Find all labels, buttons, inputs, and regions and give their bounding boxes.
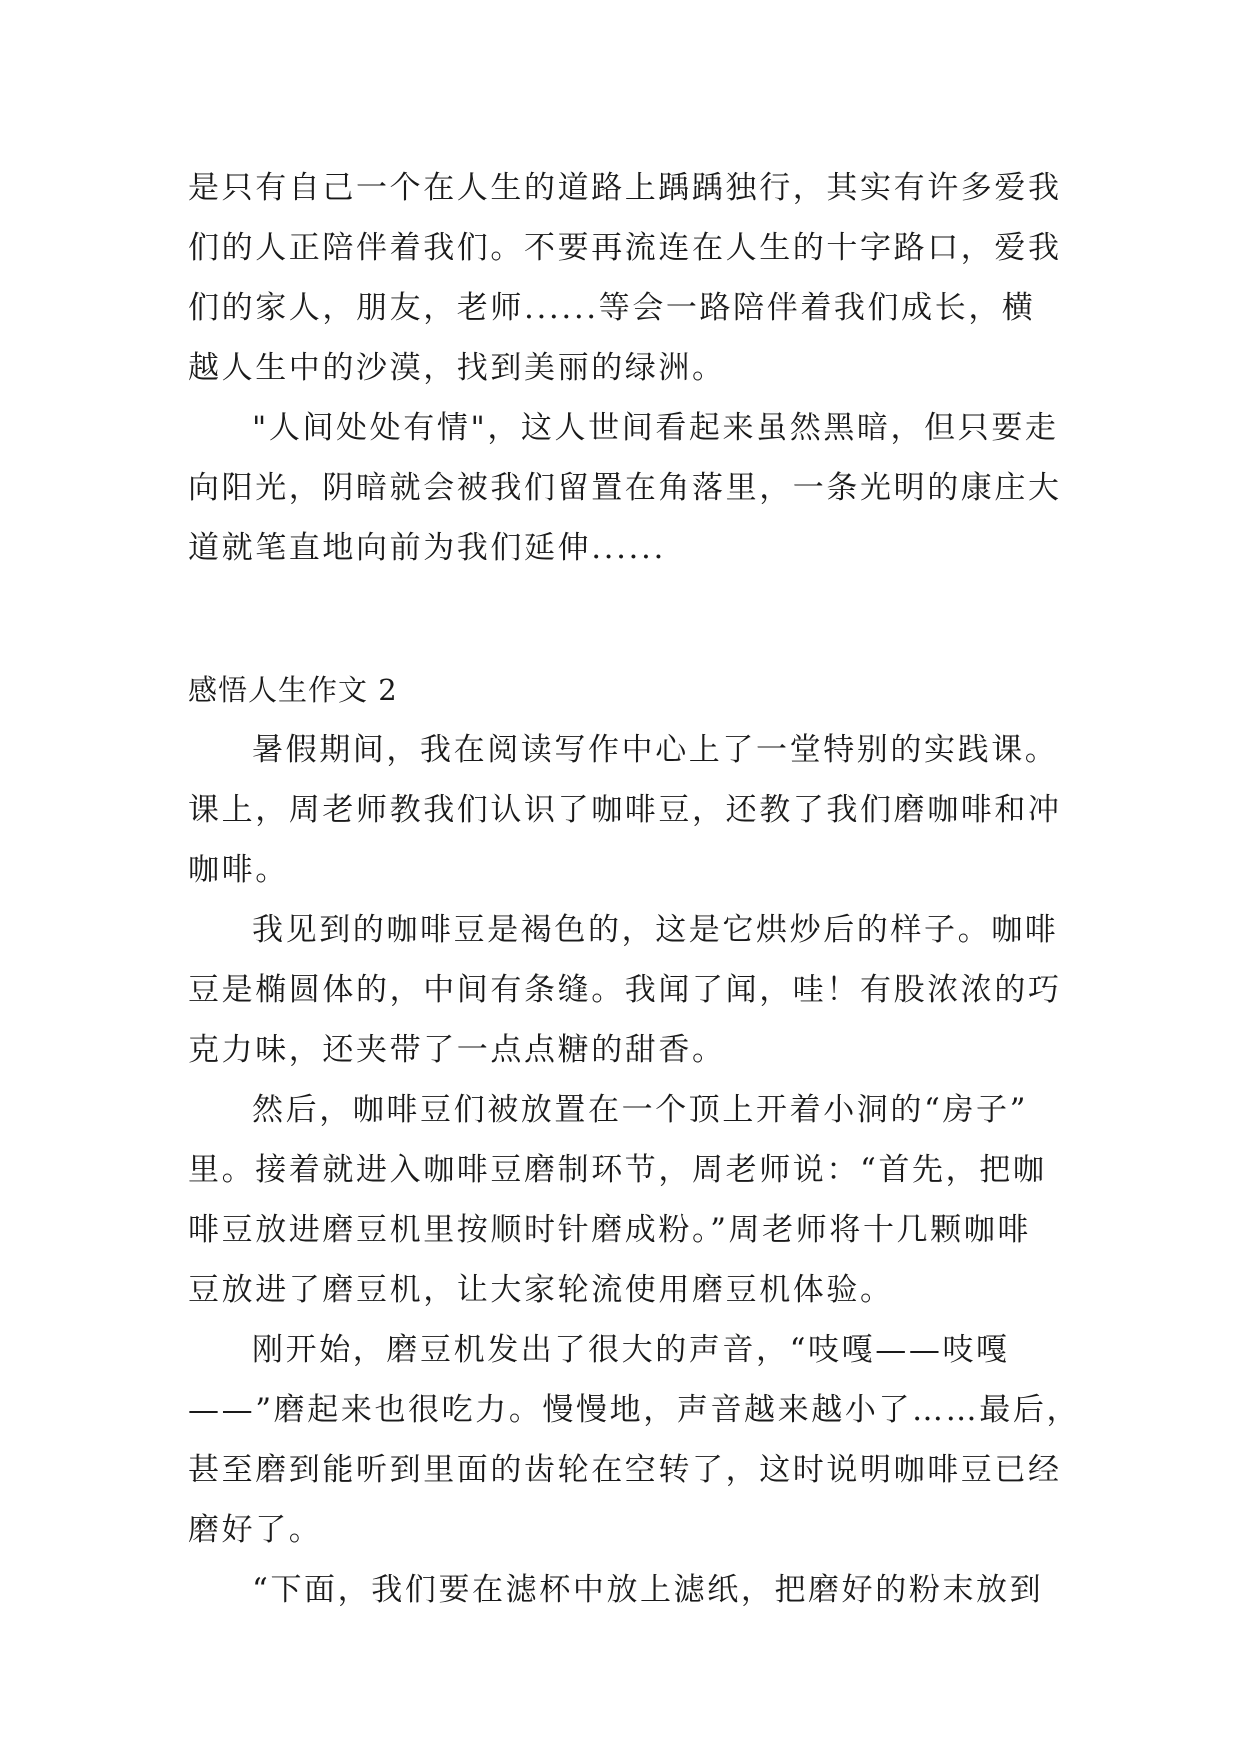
essay-paragraph: [188, 900, 1068, 1080]
essay-paragraph: [188, 1080, 1068, 1320]
text-line: 甚至磨到能听到里面的齿轮在空转了，这时说明咖啡豆已经: [188, 1452, 1062, 1488]
text-line: 豆是椭圆体的，中间有条缝。我闻了闻，哇！有股浓浓的巧: [188, 972, 1062, 1008]
text-line: 刚开始，磨豆机发出了很大的声音，“吱嘎——吱嘎: [252, 1332, 1010, 1368]
text-line: 们的家人，朋友，老师......等会一路陪伴着我们成长，横: [188, 290, 1036, 326]
text-line: ——”磨起来也很吃力。慢慢地，声音越来越小了……最后，: [188, 1392, 1081, 1428]
text-line: 暑假期间，我在阅读写作中心上了一堂特别的实践课。: [252, 732, 1059, 768]
text-line: 里。接着就进入咖啡豆磨制环节，周老师说：“首先，把咖: [188, 1152, 1047, 1188]
text-line: 克力味，还夹带了一点点糖的甜香。: [188, 1032, 726, 1068]
text-line: 然后，咖啡豆们被放置在一个顶上开着小洞的“房子”: [252, 1092, 1029, 1128]
text-line: 道就笔直地向前为我们延伸......: [188, 530, 666, 566]
essay-paragraph: [188, 720, 1068, 900]
text-line: “下面，我们要在滤杯中放上滤纸，把磨好的粉末放到: [252, 1572, 1044, 1608]
essay-paragraph: [188, 1320, 1081, 1560]
text-line: 豆放进了磨豆机，让大家轮流使用磨豆机体验。: [188, 1272, 894, 1308]
text-line: 咖啡。: [188, 852, 289, 888]
text-line: 啡豆放进磨豆机里按顺时针磨成粉。”周老师将十几颗咖啡: [188, 1212, 1031, 1248]
text-line: 向阳光，阴暗就会被我们留置在角落里，一条光明的康庄大: [188, 470, 1062, 506]
text-line: 我见到的咖啡豆是褐色的，这是它烘炒后的样子。咖啡: [252, 912, 1059, 948]
essay-paragraph: [188, 1560, 1068, 1620]
document-body: [188, 158, 1081, 1620]
text-line: 们的人正陪伴着我们。不要再流连在人生的十字路口，爱我: [188, 230, 1062, 266]
text-line: "人间处处有情"，这人世间看起来虽然黑暗，但只要走: [252, 410, 1059, 446]
text-line: 课上，周老师教我们认识了咖啡豆，还教了我们磨咖啡和冲: [188, 792, 1062, 828]
text-line: 越人生中的沙漠，找到美丽的绿洲。: [188, 350, 726, 386]
essay-title: 感悟人生作文 2: [188, 673, 398, 707]
text-line: 是只有自己一个在人生的道路上踽踽独行，其实有许多爱我: [188, 170, 1062, 206]
text-line: 磨好了。: [188, 1512, 323, 1548]
intro-paragraph: [188, 158, 1068, 398]
closing-paragraph: [188, 398, 1068, 578]
